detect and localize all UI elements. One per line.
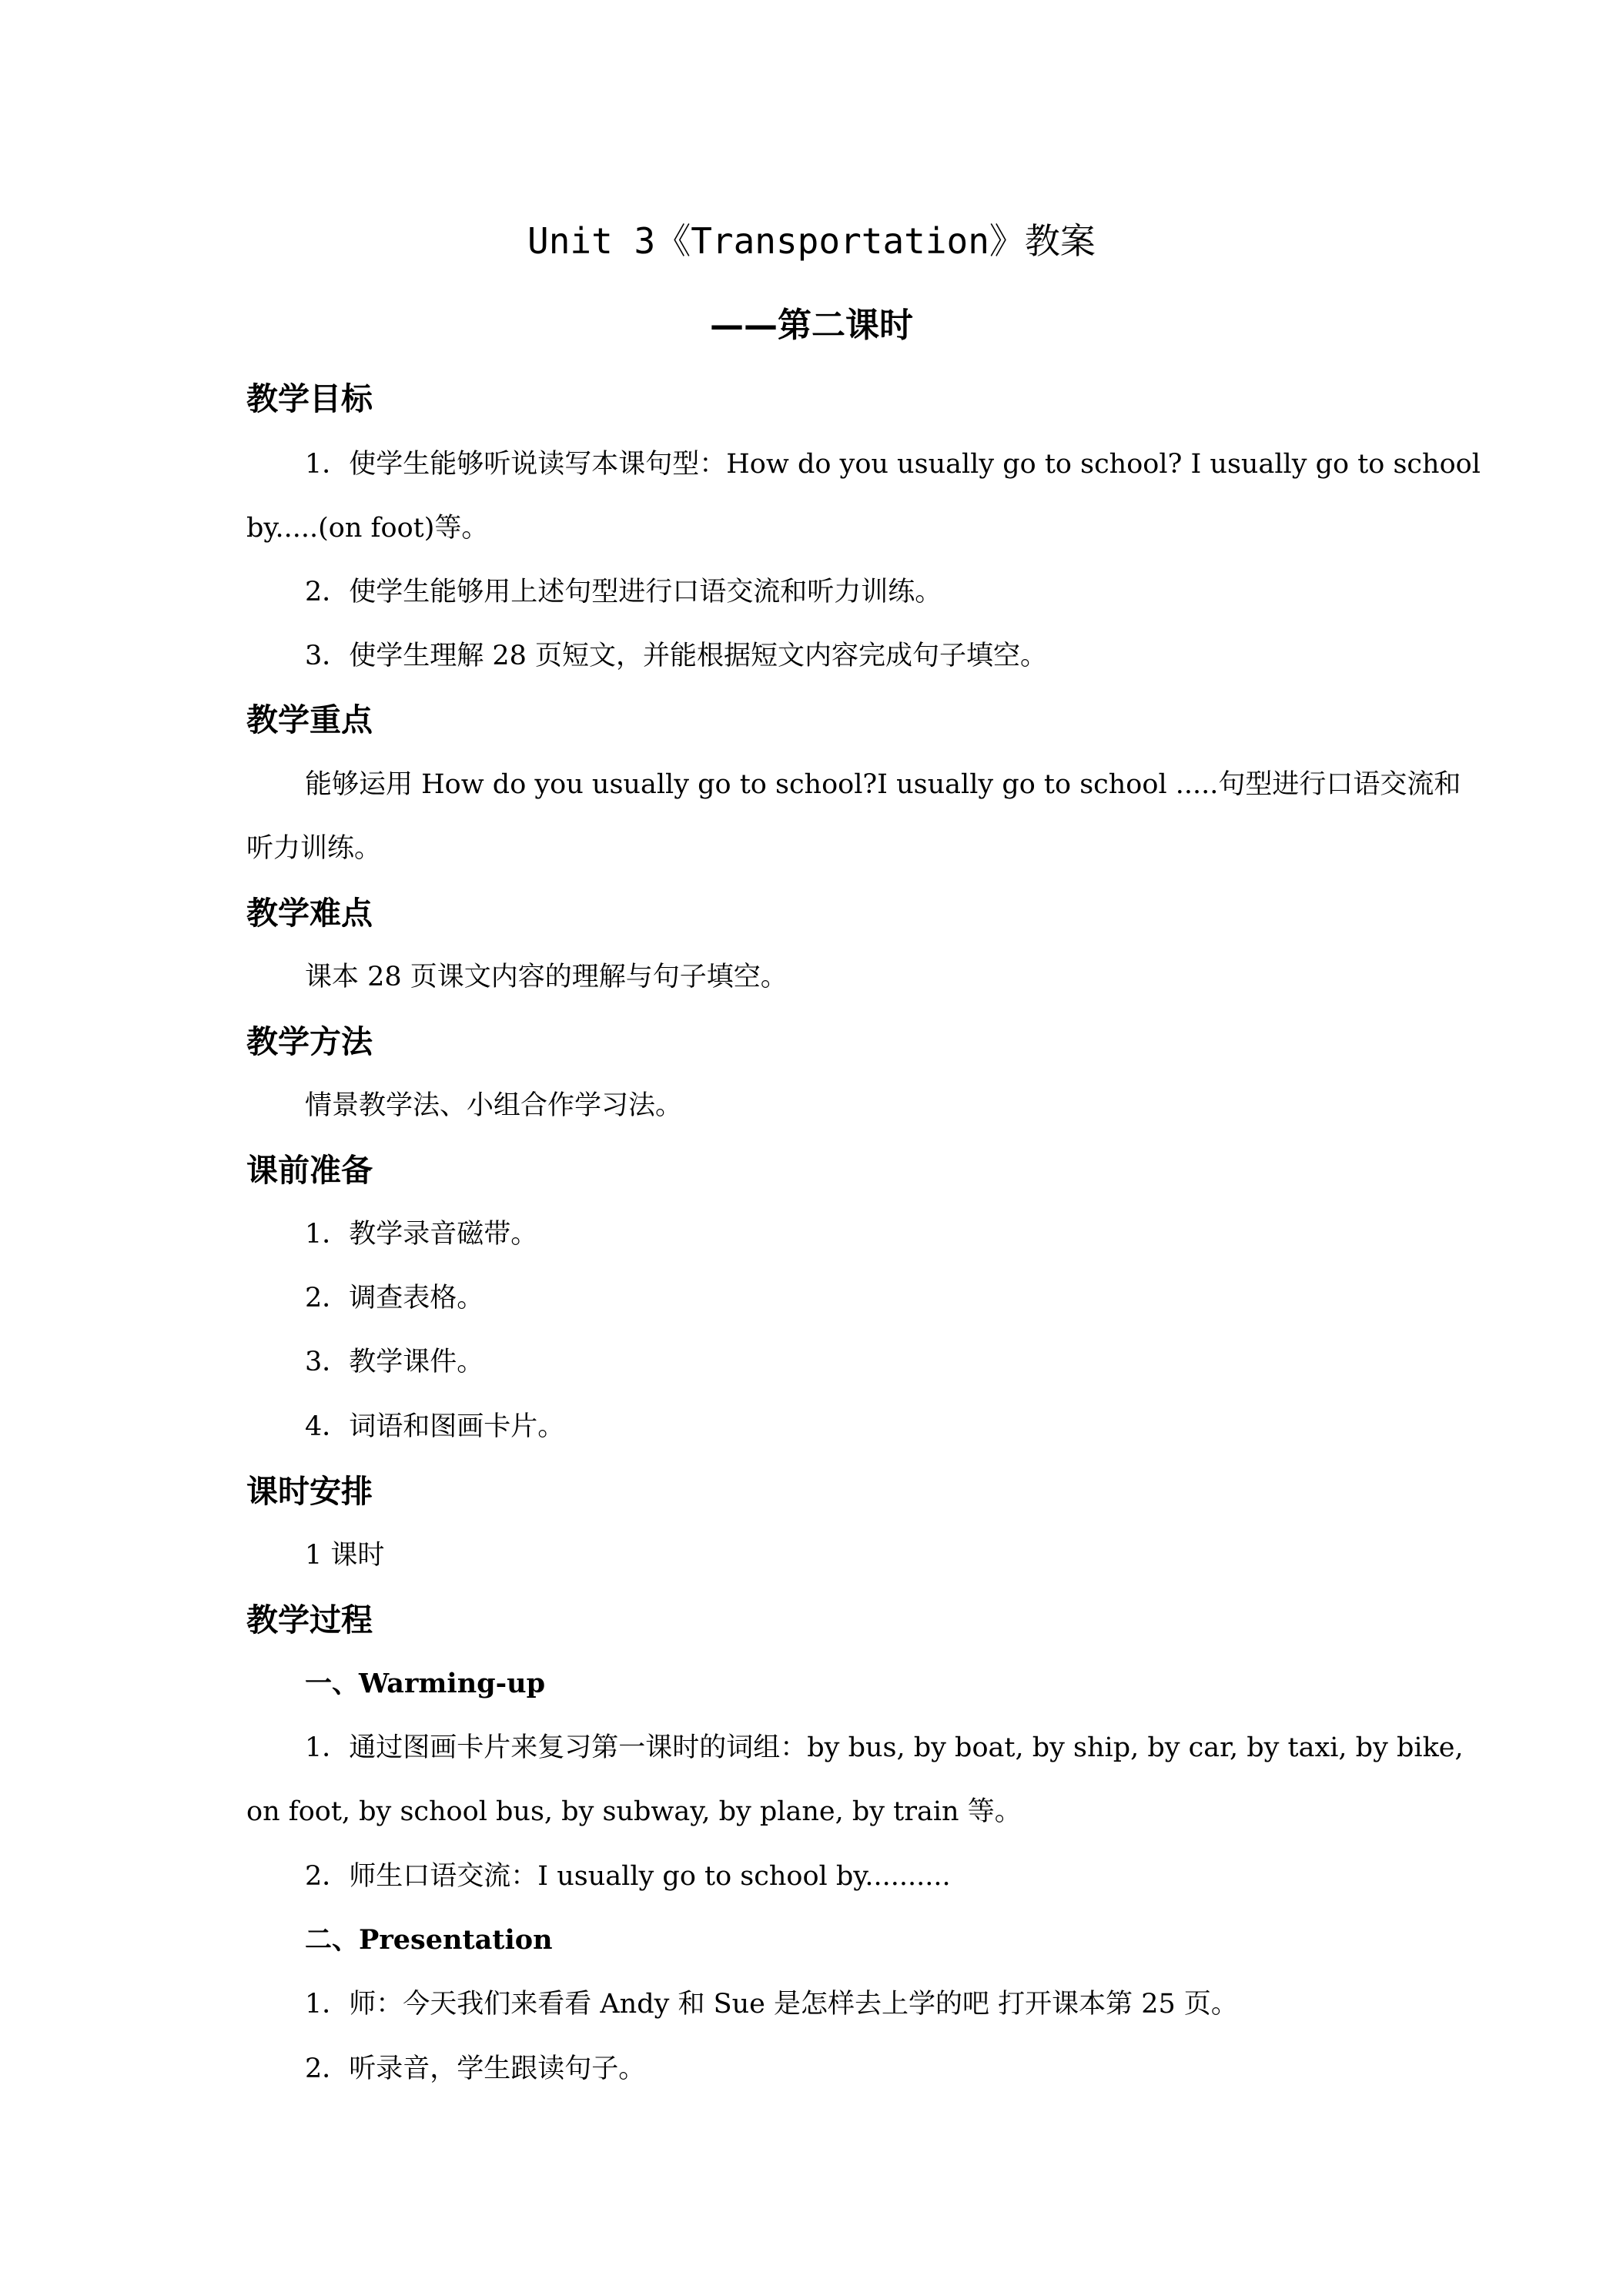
warmup-item-2: 2．师生口语交流：I usually go to school by.......... [305,1861,951,1892]
heading-preparation: 课前准备 [246,1152,373,1189]
document-title: Unit 3《Transportation》教案 [527,220,1096,262]
preparation-item: 2．调查表格。 [305,1283,484,1314]
difficulties-text: 课本 28 页课文内容的理解与句子填空。 [305,962,788,992]
heading-objectives: 教学目标 [246,380,373,417]
document-subtitle: ——第二课时 [710,306,913,345]
warmup-item-1-line-2: on foot, by school bus, by subway, by plane, by train 等。 [246,1796,1022,1827]
methods-text: 情景教学法、小组合作学习法。 [305,1090,683,1121]
presentation-title: 二、Presentation [305,1924,553,1956]
heading-process: 教学过程 [246,1602,373,1638]
preparation-item: 1．教学录音磁带。 [305,1219,538,1250]
heading-difficulties: 教学难点 [246,895,373,932]
presentation-item-1: 1．师：今天我们来看看 Andy 和 Sue 是怎样去上学的吧 打开课本第 25 页。 [305,1989,1238,2020]
schedule-text: 1 课时 [305,1540,385,1571]
heading-methods: 教学方法 [246,1023,373,1060]
objective-1-line-1: 1．使学生能够听说读写本课句型：How do you usually go to school? I usually go to school [305,449,1481,480]
heading-schedule: 课时安排 [246,1473,373,1510]
objective-2: 2．使学生能够用上述句型进行口语交流和听力训练。 [305,577,942,607]
key-points-line-2: 听力训练。 [246,833,382,864]
preparation-item: 3．教学课件。 [305,1347,484,1377]
warmup-item-1-line-1: 1．通过图画卡片来复习第一课时的词组：by bus, by boat, by ship, by car, by taxi, by bike, [305,1732,1464,1763]
heading-key-points: 教学重点 [246,701,373,738]
preparation-item: 4．词语和图画卡片。 [305,1411,565,1442]
objective-1-line-2: by.....(on foot)等。 [246,513,489,544]
warmup-title: 一、Warming-up [305,1668,546,1699]
presentation-item-2: 2．听录音，学生跟读句子。 [305,2053,646,2084]
objective-3: 3．使学生理解 28 页短文，并能根据短文内容完成句子填空。 [305,641,1048,671]
key-points-line-1: 能够运用 How do you usually go to school?I usually go to school .....句型进行口语交流和 [305,769,1461,800]
